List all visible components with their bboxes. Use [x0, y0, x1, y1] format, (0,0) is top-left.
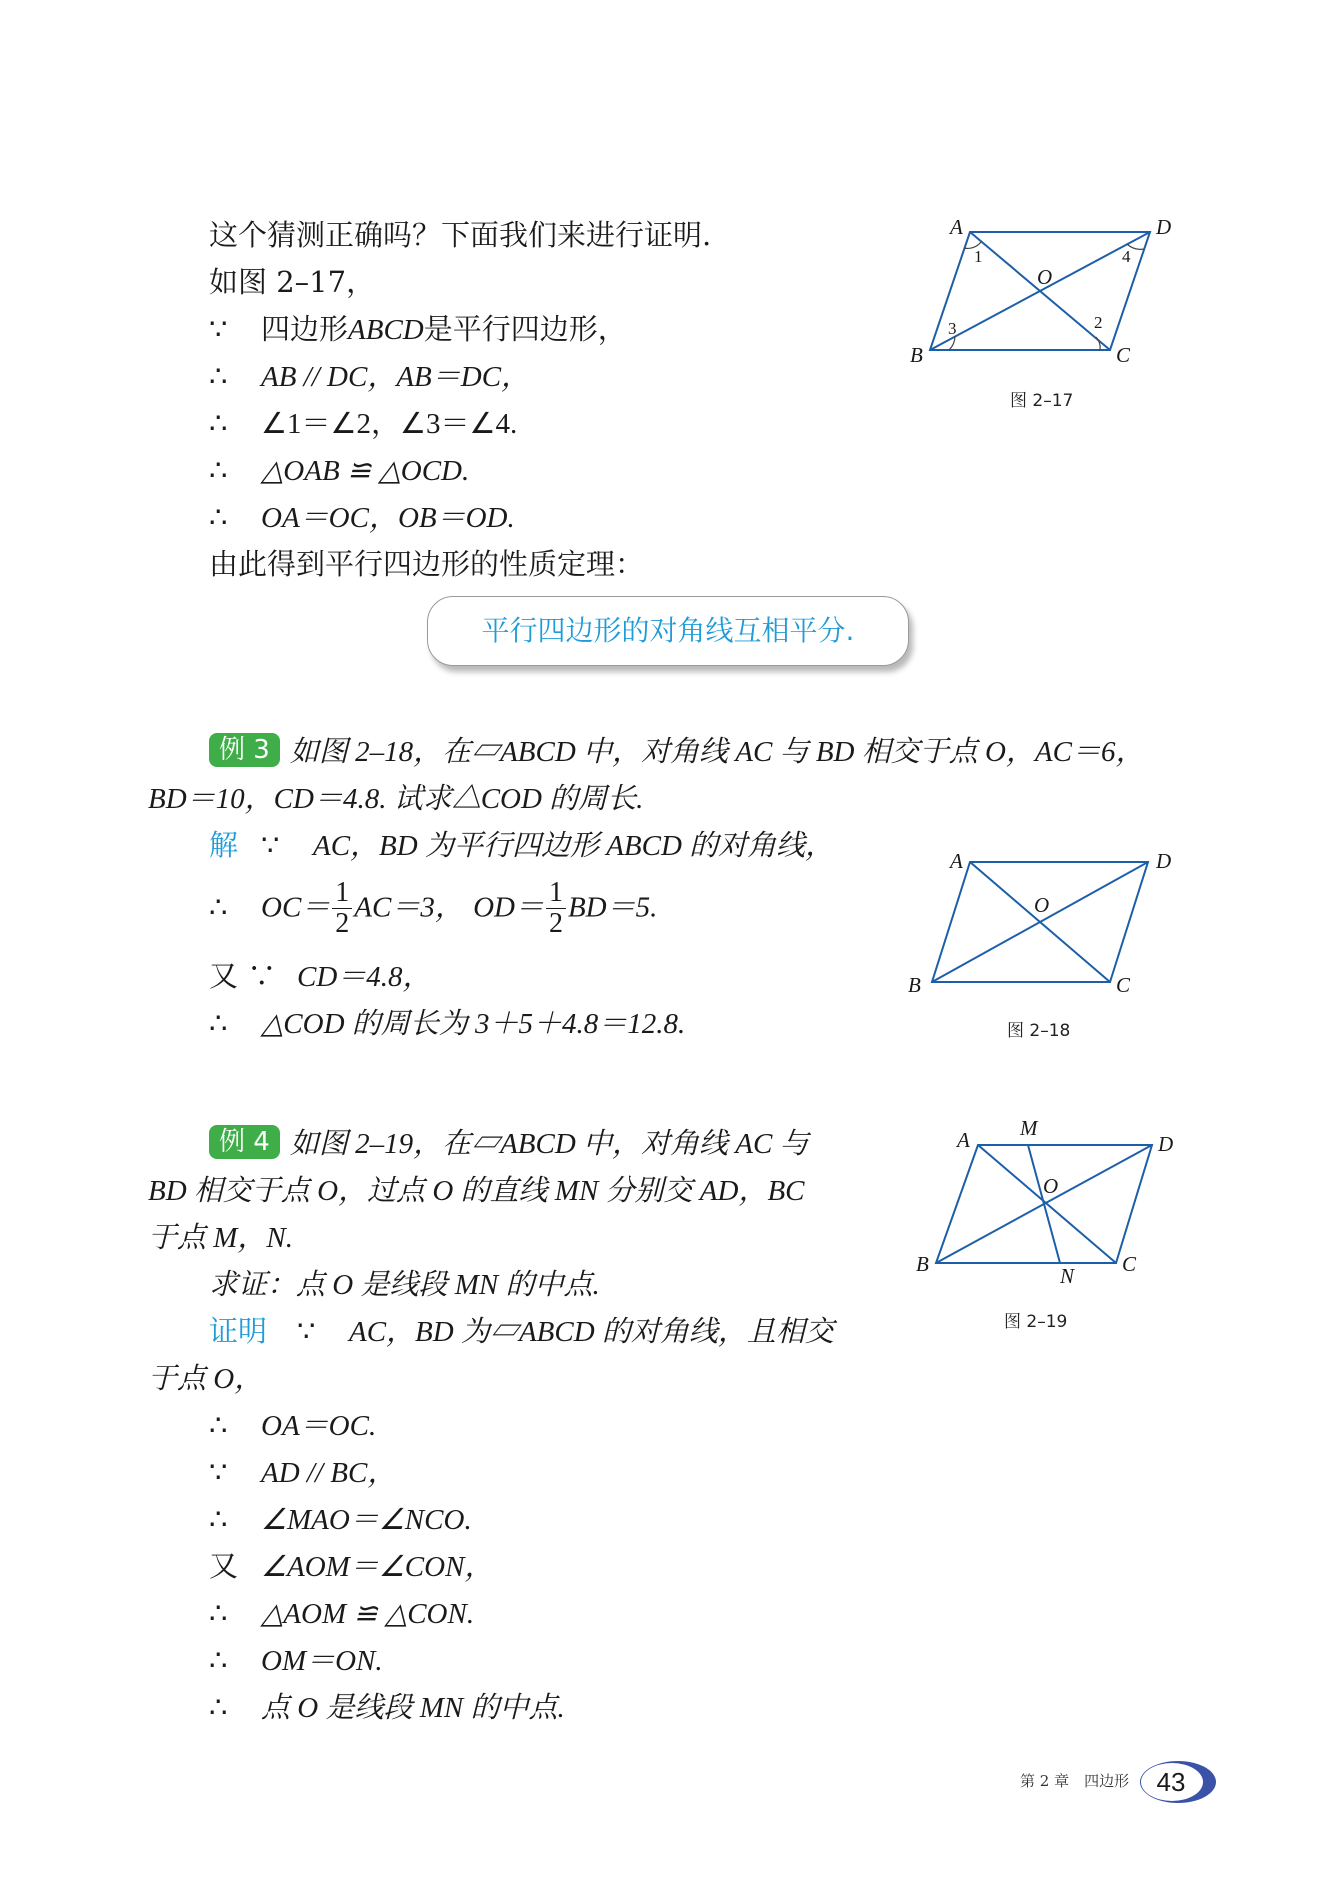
page-number-badge: [1138, 1758, 1218, 1806]
intro-step-4: ∴ △OAB ≌ △OCD.: [209, 448, 469, 493]
example3-solution-line1: 解 ∵ AC，BD 为平行四边形 ABCD 的对角线，: [209, 823, 834, 868]
label-A: A: [950, 849, 963, 873]
figure-2-18: [900, 840, 1190, 1010]
example4-stem-line2: BD 相交于点 O，过点 O 的直线 MN 分别交 AD，BC: [148, 1175, 805, 1207]
example4-stem-line3: 于点 M，N.: [148, 1222, 294, 1254]
example4-stem-line1: 例 4 如图 2–19，在▱ABCD 中，对角线 AC 与: [209, 1121, 809, 1166]
because-symbol: ∵: [261, 828, 280, 862]
therefore-symbol: ∴: [209, 406, 228, 440]
page-number: 43: [1156, 1767, 1186, 1797]
intro-see-figure: 如图 2–17，: [209, 265, 376, 299]
again-symbol: 又: [209, 1549, 239, 1583]
therefore-symbol: ∴: [209, 1006, 228, 1040]
figure-2-18-caption: 图 2–18: [1007, 1021, 1071, 1041]
example4-prove: 求证：点 O 是线段 MN 的中点.: [209, 1269, 600, 1301]
therefore-symbol: ∴: [209, 359, 228, 393]
intro-step-3: ∴ ∠1＝∠2，∠3＝∠4.: [209, 401, 517, 446]
figure-2-19: [900, 1115, 1190, 1290]
example4-proof-line1: 证明 ∵ AC，BD 为▱ABCD 的对角线，且相交: [209, 1309, 834, 1354]
label-B: B: [910, 343, 923, 367]
label-D: D: [1156, 215, 1172, 239]
label-O: O: [1034, 893, 1050, 917]
label-B: B: [908, 973, 921, 997]
example4-proof-line6: ∴ △AOM ≌ △CON.: [209, 1591, 474, 1636]
example4-proof-line4: ∴ ∠MAO＝∠NCO.: [209, 1497, 472, 1542]
fraction-half: $\frac{1}{2}$: [332, 878, 352, 939]
intro-step-1: ∵ 四边形ABCD是平行四边形，: [209, 307, 627, 352]
label-A: A: [950, 215, 963, 239]
figure-2-17-caption: 图 2–17: [1010, 391, 1074, 411]
theorem-box: 平行四边形的对角线互相平分.: [427, 596, 909, 666]
label-O: O: [1043, 1174, 1059, 1198]
angle-label-1: 1: [974, 247, 983, 266]
therefore-symbol: ∴: [209, 500, 228, 534]
angle-label-3: 3: [948, 319, 957, 338]
therefore-symbol: ∴: [209, 453, 228, 487]
because-symbol: ∵: [209, 1455, 228, 1489]
therefore-symbol: ∴: [209, 889, 228, 924]
label-C: C: [1116, 343, 1131, 367]
figure-2-19-caption: 图 2–19: [1004, 1312, 1068, 1332]
intro-step-5: ∴ OA＝OC，OB＝OD.: [209, 495, 515, 540]
example4-badge: 例 4: [209, 1125, 280, 1159]
label-D: D: [1158, 1132, 1174, 1156]
angle-label-2: 2: [1094, 313, 1103, 332]
intro-step-2: ∴ AB // DC，AB＝DC，: [209, 354, 530, 399]
chapter-footer: 第 2 章 四边形: [1020, 1772, 1130, 1790]
example4-proof-line5: 又 ∠AOM＝∠CON，: [209, 1544, 493, 1589]
example3-solution-line2: ∴ OC＝ $\frac{1}{2}$ AC＝3， OD＝ $\frac{1}{2}$ BD＝5.: [209, 877, 658, 939]
solution-label: 解: [209, 828, 239, 862]
therefore-symbol: ∴: [209, 1502, 228, 1536]
fraction-half: $\frac{1}{2}$: [546, 878, 566, 939]
intro-conclusion: 由此得到平行四边形的性质定理：: [209, 547, 645, 581]
example4-proof-line8: ∴ 点 O 是线段 MN 的中点.: [209, 1685, 565, 1730]
therefore-symbol: ∴: [209, 1408, 228, 1442]
label-A: A: [957, 1128, 970, 1152]
again-because: 又 ∵: [209, 959, 277, 993]
example3-solution-line4: ∴ △COD 的周长为 3＋5＋4.8＝12.8.: [209, 1001, 685, 1046]
therefore-symbol: ∴: [209, 1596, 228, 1630]
example4-proof-line3: ∵ AD // BC，: [209, 1450, 396, 1495]
example3-stem-line1: 例 3 如图 2–18，在▱ABCD 中，对角线 AC 与 BD 相交于点 O，AC＝6，: [209, 729, 1145, 774]
example4-proof-line2: ∴ OA＝OC.: [209, 1403, 376, 1448]
example3-badge: 例 3: [209, 733, 280, 767]
label-D: D: [1156, 849, 1172, 873]
example3-stem-line2: BD＝10，CD＝4.8. 试求△COD 的周长.: [148, 783, 644, 815]
label-B: B: [916, 1252, 929, 1276]
label-O: O: [1037, 265, 1053, 289]
because-symbol: ∵: [297, 1314, 316, 1348]
intro-question: 这个猜测正确吗？下面我们来进行证明.: [209, 218, 712, 252]
example4-proof-line7: ∴ OM＝ON.: [209, 1638, 383, 1683]
label-C: C: [1122, 1252, 1137, 1276]
example4-proof-line1b: 于点 O，: [148, 1363, 264, 1395]
example3-solution-line3: 又 ∵ CD＝4.8，: [209, 954, 432, 999]
proof-label: 证明: [209, 1314, 268, 1348]
label-N: N: [1060, 1264, 1075, 1288]
line-mn: [1028, 1145, 1060, 1263]
diagonal-ac: [978, 1145, 1116, 1263]
label-C: C: [1116, 973, 1131, 997]
therefore-symbol: ∴: [209, 1643, 228, 1677]
angle-label-4: 4: [1122, 247, 1131, 266]
because-symbol: ∵: [209, 312, 228, 346]
figure-2-17: [900, 212, 1190, 372]
therefore-symbol: ∴: [209, 1690, 228, 1724]
label-M: M: [1020, 1116, 1038, 1140]
